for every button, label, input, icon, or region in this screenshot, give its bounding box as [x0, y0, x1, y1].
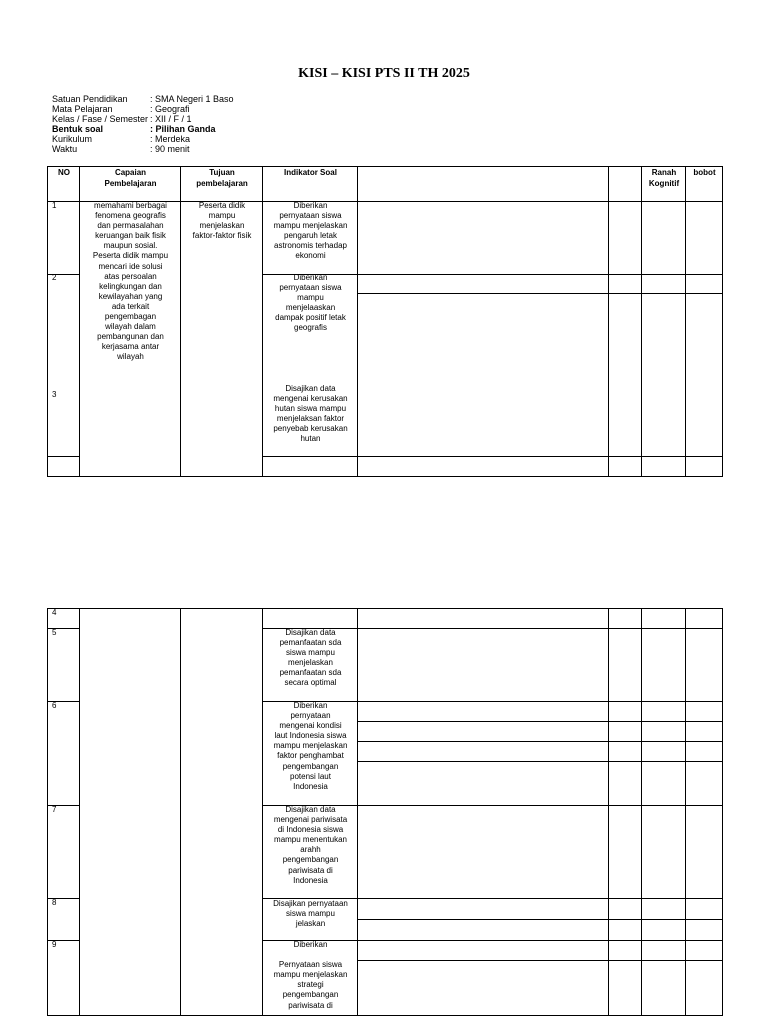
meta-row-waktu — [52, 144, 234, 154]
indikator-text: Disajikan data pemanfaatan sda siswa mampu menjelaskan pemanfaatan sda secara optimal — [279, 628, 342, 688]
blank-cell — [358, 899, 609, 920]
row-no: 6 — [52, 701, 57, 710]
row-no: 1 — [52, 201, 57, 210]
header-ranah: Ranah Kognitif — [648, 168, 680, 188]
blank-cell — [609, 899, 642, 920]
row-no: 9 — [52, 940, 57, 949]
blank-cell — [609, 294, 642, 457]
row-no: 5 — [52, 628, 57, 637]
blank-cell — [609, 609, 642, 629]
blank-cell — [358, 702, 609, 722]
meta-key: Waktu — [52, 144, 78, 155]
blank-cell — [609, 920, 642, 941]
capaian-cell — [80, 609, 181, 1016]
meta-row-satuan — [52, 94, 234, 104]
blank-cell — [358, 294, 609, 457]
header-capaian: Capaian Pembelajaran — [104, 168, 157, 188]
no-cell — [48, 457, 80, 477]
tujuan-cell — [181, 202, 263, 477]
indikator-cell — [263, 609, 358, 629]
row-no: 2 — [52, 273, 57, 282]
meta-key: Bentuk soal — [52, 124, 104, 135]
blank-cell — [358, 629, 609, 702]
meta-value: : Geografi — [150, 104, 190, 115]
blank-cell — [358, 275, 609, 294]
ranah-cell — [642, 742, 686, 762]
row-no: 8 — [52, 898, 57, 907]
ranah-cell — [642, 762, 686, 806]
header-tujuan: Tujuan pembelajaran — [196, 168, 248, 188]
bobot-cell — [686, 762, 723, 806]
bobot-cell — [686, 941, 723, 961]
ranah-cell — [642, 941, 686, 961]
blank-cell — [358, 961, 609, 1016]
header-blank-cell — [609, 167, 642, 202]
bobot-cell — [686, 702, 723, 722]
ranah-cell — [642, 702, 686, 722]
bobot-cell — [686, 806, 723, 899]
no-cell — [48, 275, 80, 457]
blank-cell — [609, 275, 642, 294]
meta-key: Kurikulum — [52, 134, 93, 145]
ranah-cell — [642, 457, 686, 477]
capaian-text: memahami berbagai fenomena geografis dan permasalahan keruangan baik fisik maupun sosial. Peserta didik mampu mencari ide solusi atas persoalan kelingkungan dan kewilayahan yang ada terkait pengembagan wilayah dalam pembangunan dan kerjasama antar wilayah — [92, 201, 169, 362]
bobot-cell — [686, 202, 723, 275]
indikator-text: Disajikan pernyataan siswa mampu jelaskan — [273, 899, 348, 929]
blank-cell — [609, 806, 642, 899]
bobot-cell — [686, 294, 723, 457]
no-cell — [48, 702, 80, 806]
tujuan-cell — [181, 609, 263, 1016]
bobot-cell — [686, 899, 723, 920]
blank-cell — [609, 702, 642, 722]
meta-row-bentuk — [52, 124, 234, 134]
bobot-cell — [686, 722, 723, 742]
blank-cell — [358, 920, 609, 941]
meta-value: : Merdeka — [150, 134, 191, 145]
blank-cell — [358, 762, 609, 806]
ranah-cell — [642, 806, 686, 899]
blank-cell — [609, 629, 642, 702]
meta-row-kurikulum — [52, 134, 234, 144]
indikator-text: Disajikan data mengenai kerusakan hutan siswa mampu menjelaksan faktor penyebab kerusakan hutan — [273, 384, 348, 444]
ranah-cell — [642, 609, 686, 629]
blank-cell — [609, 742, 642, 762]
meta-value: : Pilihan Ganda — [150, 124, 216, 135]
meta-row-kelas — [52, 114, 234, 124]
header-blank-cell — [358, 167, 609, 202]
ranah-cell — [642, 629, 686, 702]
bobot-cell — [686, 742, 723, 762]
bobot-cell — [686, 609, 723, 629]
bobot-cell — [686, 629, 723, 702]
blank-cell — [358, 722, 609, 742]
indikator-text: Diberikan pernyataan siswa mampu menjelaaskan dampak positif letak geografis — [275, 273, 346, 333]
ranah-cell — [642, 275, 686, 294]
meta-value: : XII / F / 1 — [150, 114, 192, 125]
no-cell — [48, 202, 80, 275]
blank-cell — [358, 457, 609, 477]
bobot-cell — [686, 961, 723, 1016]
row-no: 4 — [52, 608, 57, 617]
blank-cell — [609, 202, 642, 275]
blank-cell — [609, 762, 642, 806]
bobot-cell — [686, 920, 723, 941]
meta-key: Kelas / Fase / Semester — [52, 114, 149, 125]
indikator-text: Diberikan Pernyataan siswa mampu menjelaskan strategi pengembangan pariwisata di — [273, 940, 348, 1010]
no-cell — [48, 941, 80, 1016]
page-title: KISI – KISI PTS II TH 2025 — [298, 66, 470, 81]
indikator-text: Diberikan pernyataan siswa mampu menjelaskan pengaruh letak astronomis terhadap ekonomi — [273, 201, 348, 261]
header-no: NO — [58, 168, 70, 177]
row-no: 3 — [52, 390, 57, 399]
no-cell — [48, 629, 80, 702]
blank-cell — [609, 457, 642, 477]
header-bobot: bobot — [693, 168, 716, 177]
indikator-text: Disajikan data mengenai pariwisata di Indonesia siswa mampu menentukan arahh pengembangan pariwisata di Indonesia — [273, 805, 348, 885]
tujuan-text: Peserta didik mampu menjelaskan faktor-faktor fisik — [192, 201, 252, 241]
ranah-cell — [642, 961, 686, 1016]
meta-row-mapel — [52, 104, 234, 114]
no-cell — [48, 806, 80, 899]
bobot-cell — [686, 275, 723, 294]
header-indikator: Indikator Soal — [284, 168, 337, 177]
kisi-table-part-1 — [47, 166, 723, 477]
indikator-cell — [263, 457, 358, 477]
meta-key: Mata Pelajaran — [52, 104, 113, 115]
kisi-table-part-2 — [47, 608, 723, 1016]
blank-cell — [358, 609, 609, 629]
blank-cell — [609, 961, 642, 1016]
ranah-cell — [642, 202, 686, 275]
row-no: 7 — [52, 805, 57, 814]
meta-key: Satuan Pendidikan — [52, 94, 128, 104]
blank-cell — [609, 941, 642, 961]
blank-cell — [358, 941, 609, 961]
ranah-cell — [642, 722, 686, 742]
blank-cell — [358, 742, 609, 762]
blank-cell — [609, 722, 642, 742]
meta-block — [52, 94, 234, 155]
ranah-cell — [642, 294, 686, 457]
ranah-cell — [642, 920, 686, 941]
blank-cell — [358, 202, 609, 275]
bobot-cell — [686, 457, 723, 477]
ranah-cell — [642, 899, 686, 920]
blank-cell — [358, 806, 609, 899]
meta-value: : 90 menit — [150, 144, 190, 155]
meta-value: : SMA Negeri 1 Baso — [150, 94, 234, 104]
indikator-text: Diberikan pernyataan mengenai kondisi laut Indonesia siswa mampu menjelaskan faktor penghambat pengembangan potensi laut Indonesia — [273, 701, 348, 791]
